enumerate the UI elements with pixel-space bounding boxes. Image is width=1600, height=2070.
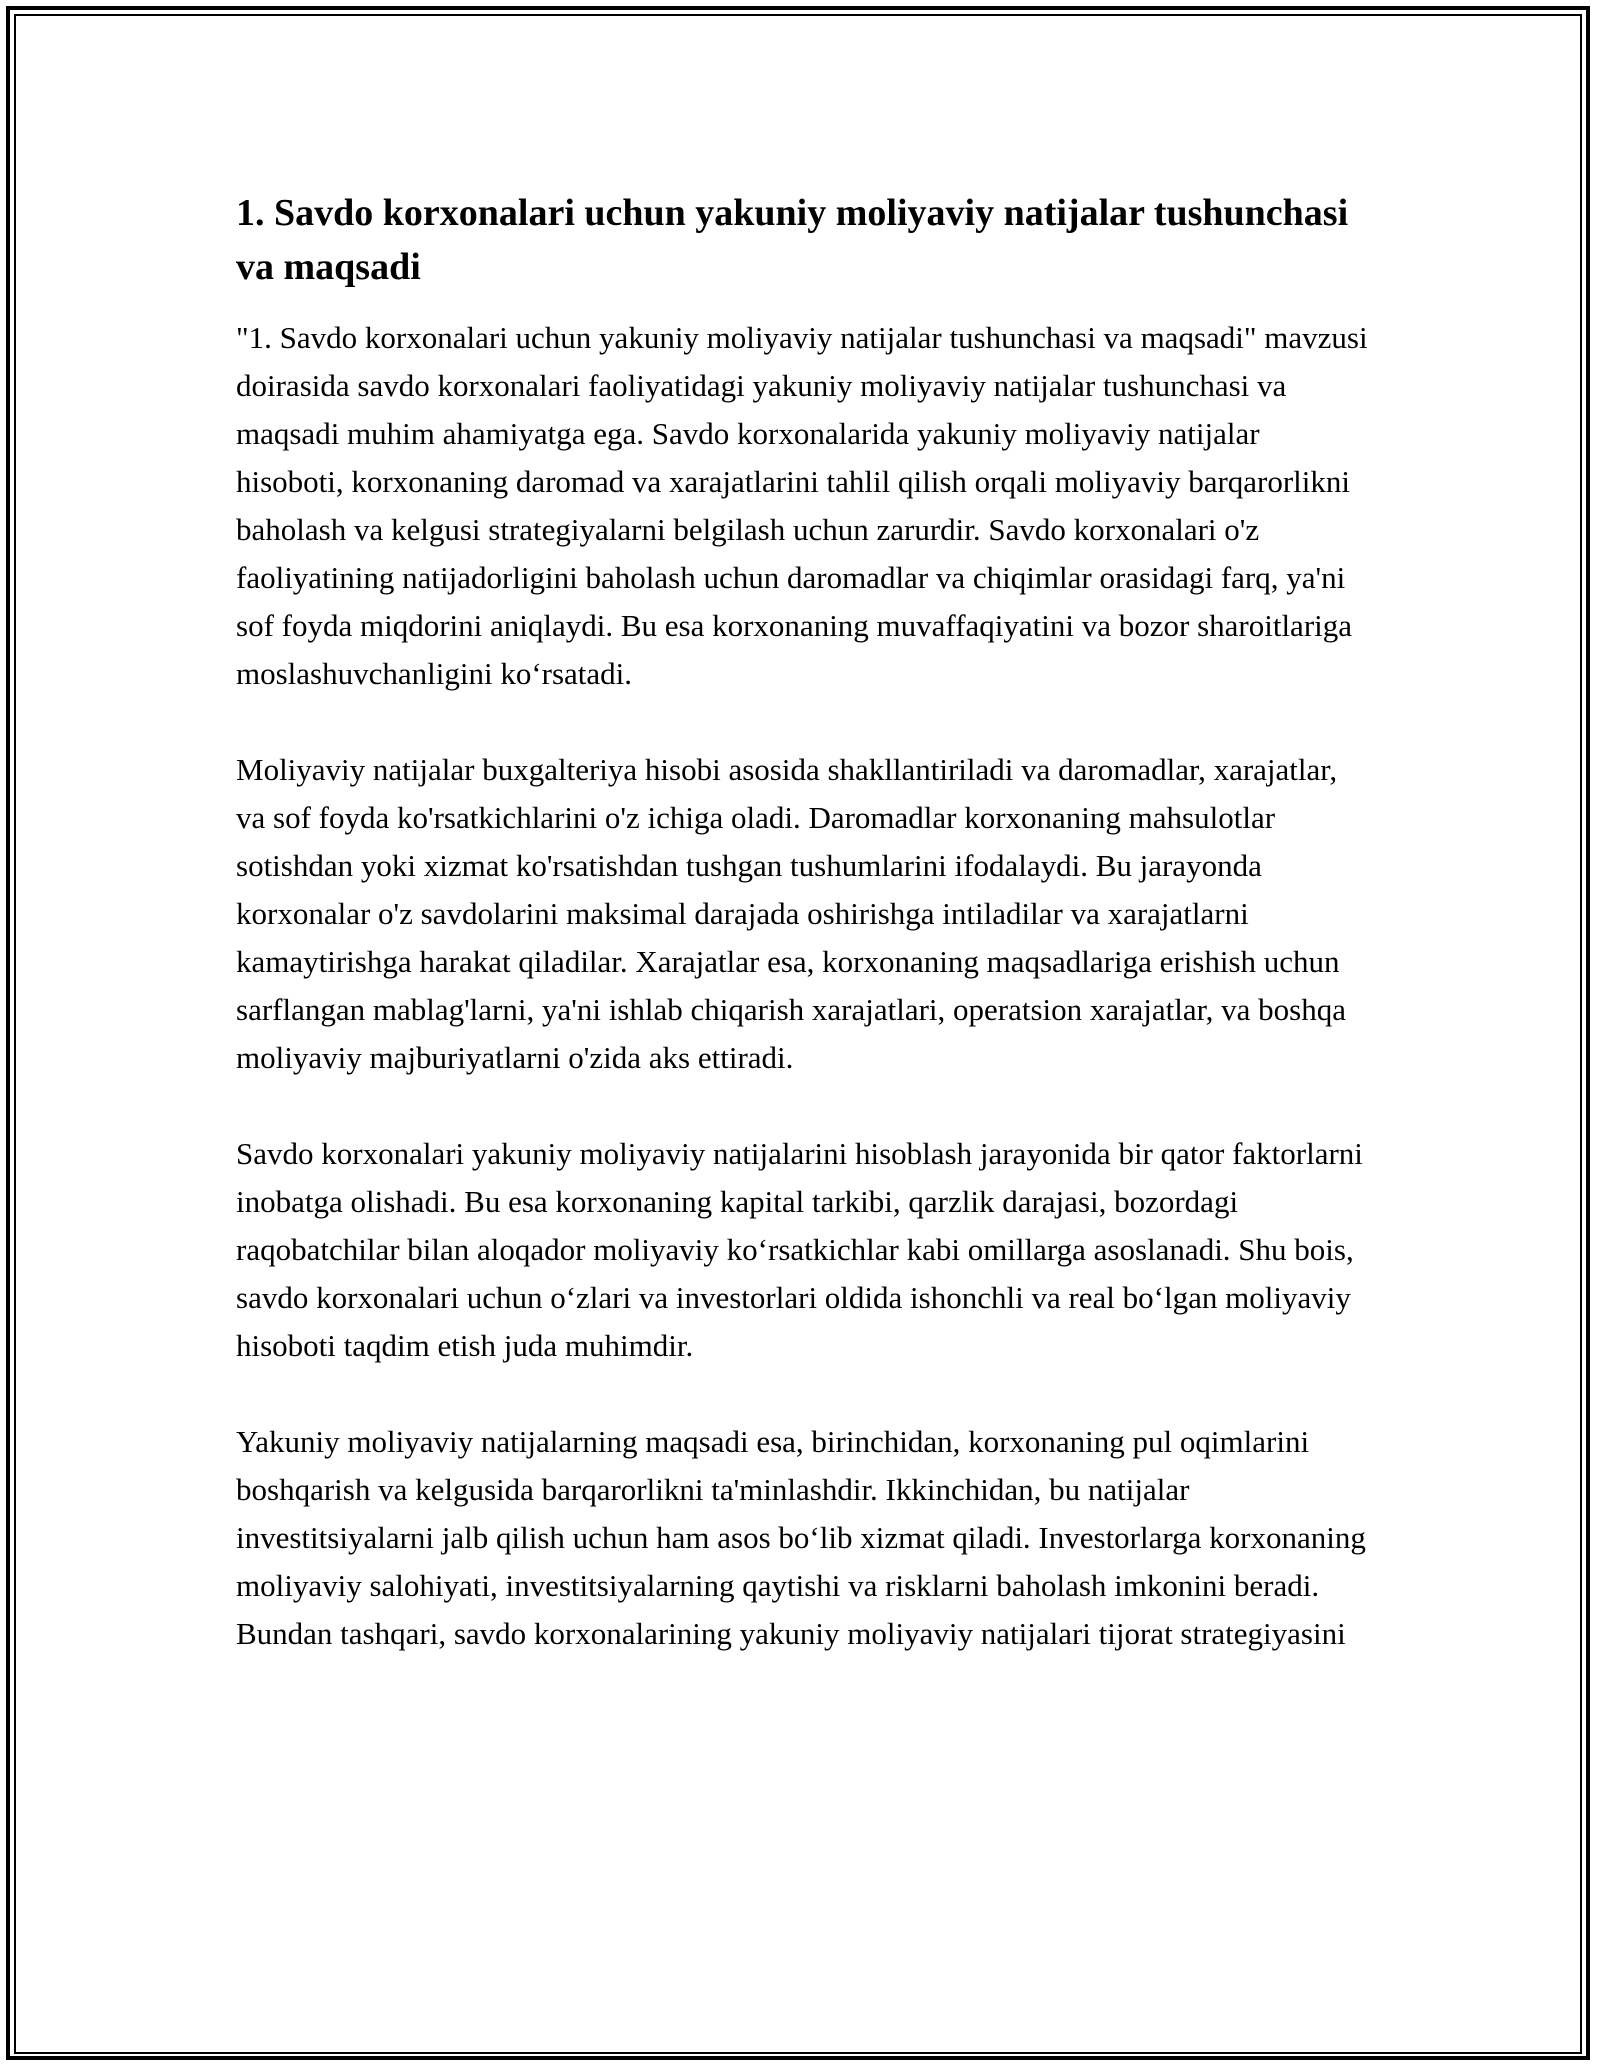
paragraph-3: Savdo korxonalari yakuniy moliyaviy natijalarini hisoblash jarayonida bir qator faktorlarni inobatga olishadi. Bu esa korxonaning kapital tarkibi, qarzlik darajasi, bozordagi raqobatchilar bilan aloqador moliyaviy koʻrsatkichlar kabi omillarga asoslanadi. Shu bois, savdo korxonalari uchun oʻzlari va investorlari oldida ishonchli va real boʻlgan moliyaviy hisoboti taqdim etish juda muhimdir. — [236, 1136, 1363, 1363]
paragraph-1: "1. Savdo korxonalari uchun yakuniy moliyaviy natijalar tushunchasi va maqsadi" mavzusi doirasida savdo korxonalari faoliyatidagi yakuniy moliyaviy natijalar tushunchasi va maqsadi muhim ahamiyatga ega. Savdo korxonalarida yakuniy moliyaviy natijalar hisoboti, korxonaning daromad va xarajatlarini tahlil qilish orqali moliyaviy barqarorlikni baholash va kelgusi strategiyalarni belgilash uchun zarurdir. Savdo korxonalari o'z faoliyatining natijadorligini baholash uchun daromadlar va chiqimlar orasidagi farq, ya'ni sof foyda miqdorini aniqlaydi. Bu esa korxonaning muvaffaqiyatini va bozor sharoitlariga moslashuvchanligini koʻrsatadi. — [236, 320, 1368, 691]
paragraph-2: Moliyaviy natijalar buxgalteriya hisobi asosida shakllantiriladi va daromadlar, xarajatlar, va sof foyda ko'rsatkichlarini o'z ichiga oladi. Daromadlar korxonaning mahsulotlar sotishdan yoki xizmat ko'rsatishdan tushgan tushumlarini ifodalaydi. Bu jarayonda korxonalar o'z savdolarini maksimal darajada oshirishga intiladilar va xarajatlarni kamaytirishga harakat qiladilar. Xarajatlar esa, korxonaning maqsadlariga erishish uchun sarflangan mablag'larni, ya'ni ishlab chiqarish xarajatlari, operatsion xarajatlar, va boshqa moliyaviy majburiyatlarni o'zida aks ettiradi. — [236, 752, 1347, 1075]
document-body — [236, 186, 1372, 1658]
paragraph-4: Yakuniy moliyaviy natijalarning maqsadi esa, birinchidan, korxonaning pul oqimlarini boshqarish va kelgusida barqarorlikni ta'minlashdir. Ikkinchidan, bu natijalar investitsiyalarni jalb qilish uchun ham asos boʻlib xizmat qiladi. Investorlarga korxonaning moliyaviy salohiyati, investitsiyalarning qaytishi va risklarni baholash imkonini beradi. Bundan tashqari, savdo korxonalarining yakuniy moliyaviy natijalari tijorat strategiyasini — [236, 1424, 1366, 1651]
section-heading: 1. Savdo korxonalari uchun yakuniy moliyaviy natijalar tushunchasi va maqsadi — [236, 192, 1349, 288]
